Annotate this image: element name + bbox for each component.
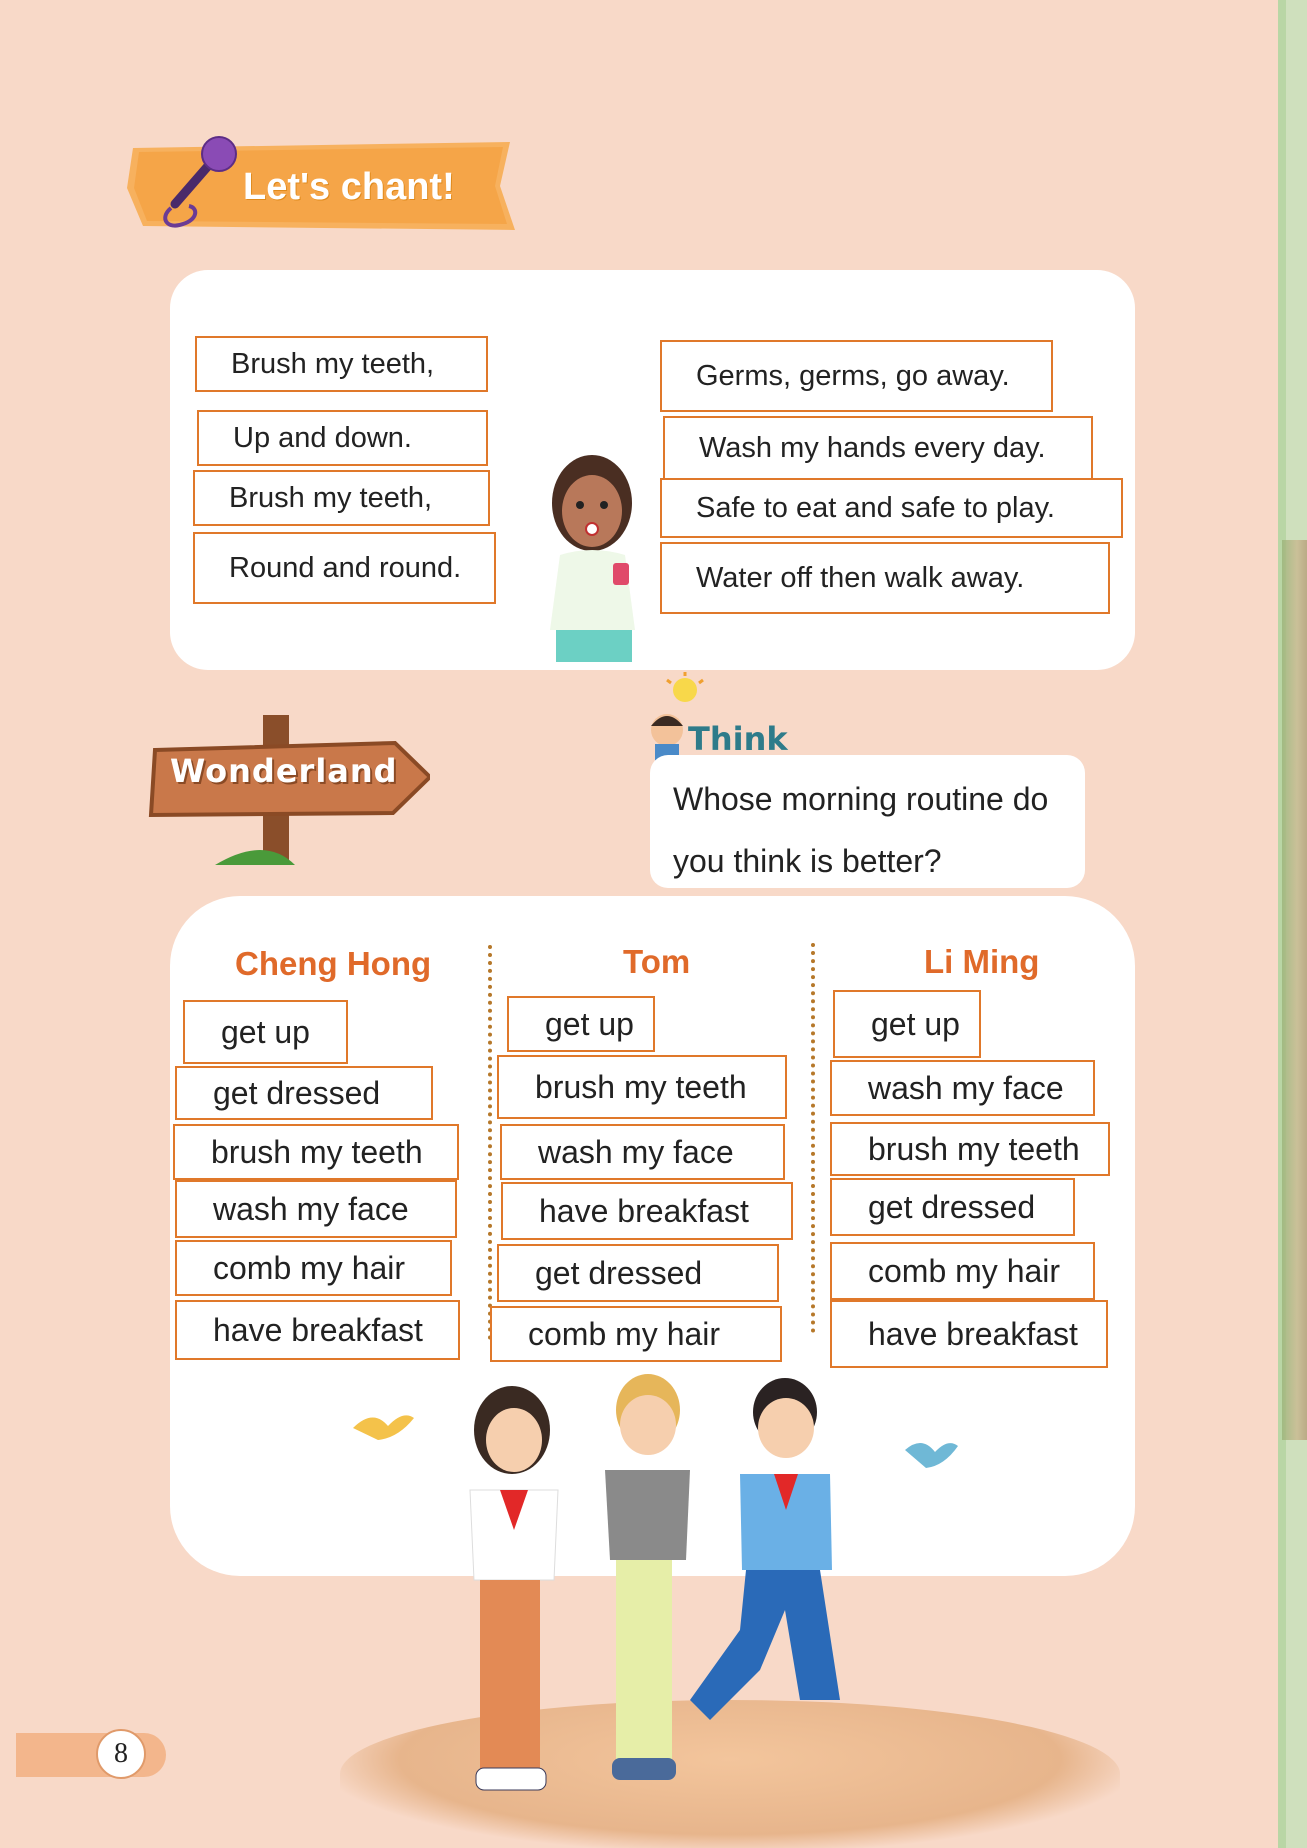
chant-line: Up and down. bbox=[197, 410, 488, 466]
routine-step: have breakfast bbox=[175, 1300, 460, 1360]
page-number: 8 bbox=[96, 1729, 146, 1779]
chant-line: Brush my teeth, bbox=[193, 470, 490, 526]
chant-line: Wash my hands every day. bbox=[663, 416, 1093, 480]
bird-icon bbox=[348, 1398, 418, 1458]
routine-step: wash my face bbox=[830, 1060, 1095, 1116]
routine-step: comb my hair bbox=[175, 1240, 452, 1296]
routine-step: get dressed bbox=[830, 1178, 1075, 1236]
wonderland-sign-label: Wonderland bbox=[170, 752, 398, 790]
microphone-icon bbox=[153, 132, 243, 232]
routine-step: get up bbox=[833, 990, 981, 1058]
routine-step: have breakfast bbox=[501, 1182, 793, 1240]
column-heading-cheng-hong: Cheng Hong bbox=[235, 945, 432, 982]
chant-banner bbox=[125, 138, 517, 234]
routine-step: comb my hair bbox=[490, 1306, 782, 1362]
chant-line: Round and round. bbox=[193, 532, 496, 604]
routine-step: wash my face bbox=[175, 1180, 457, 1238]
wonderland-signpost bbox=[145, 715, 430, 865]
routine-step: comb my hair bbox=[830, 1242, 1095, 1300]
routine-step: brush my teeth bbox=[497, 1055, 787, 1119]
girl-brushing-teeth-illustration bbox=[530, 445, 655, 670]
background-grass-image bbox=[1282, 540, 1307, 1440]
chant-line: Germs, germs, go away. bbox=[660, 340, 1053, 412]
routine-step: get up bbox=[507, 996, 655, 1052]
column-heading-tom: Tom bbox=[623, 943, 691, 980]
chant-line: Safe to eat and safe to play. bbox=[660, 478, 1123, 538]
chant-line: Water off then walk away. bbox=[660, 542, 1110, 614]
three-children-illustration bbox=[440, 1370, 900, 1810]
dotted-divider bbox=[488, 945, 492, 1340]
dotted-divider bbox=[811, 943, 815, 1333]
routine-step: brush my teeth bbox=[173, 1124, 459, 1180]
routine-step: get up bbox=[183, 1000, 348, 1064]
routine-step: brush my teeth bbox=[830, 1122, 1110, 1176]
think-question: Whose morning routine do you think is better? bbox=[673, 781, 1049, 879]
column-heading-li-ming: Li Ming bbox=[924, 943, 1040, 980]
think-label: Think bbox=[688, 720, 788, 758]
routine-step: wash my face bbox=[500, 1124, 785, 1180]
chant-title: Let's chant! bbox=[243, 166, 455, 208]
chant-line: Brush my teeth, bbox=[195, 336, 488, 392]
bird-icon bbox=[900, 1430, 960, 1485]
routine-step: have breakfast bbox=[830, 1300, 1108, 1368]
routine-step: get dressed bbox=[497, 1244, 779, 1302]
routine-step: get dressed bbox=[175, 1066, 433, 1120]
